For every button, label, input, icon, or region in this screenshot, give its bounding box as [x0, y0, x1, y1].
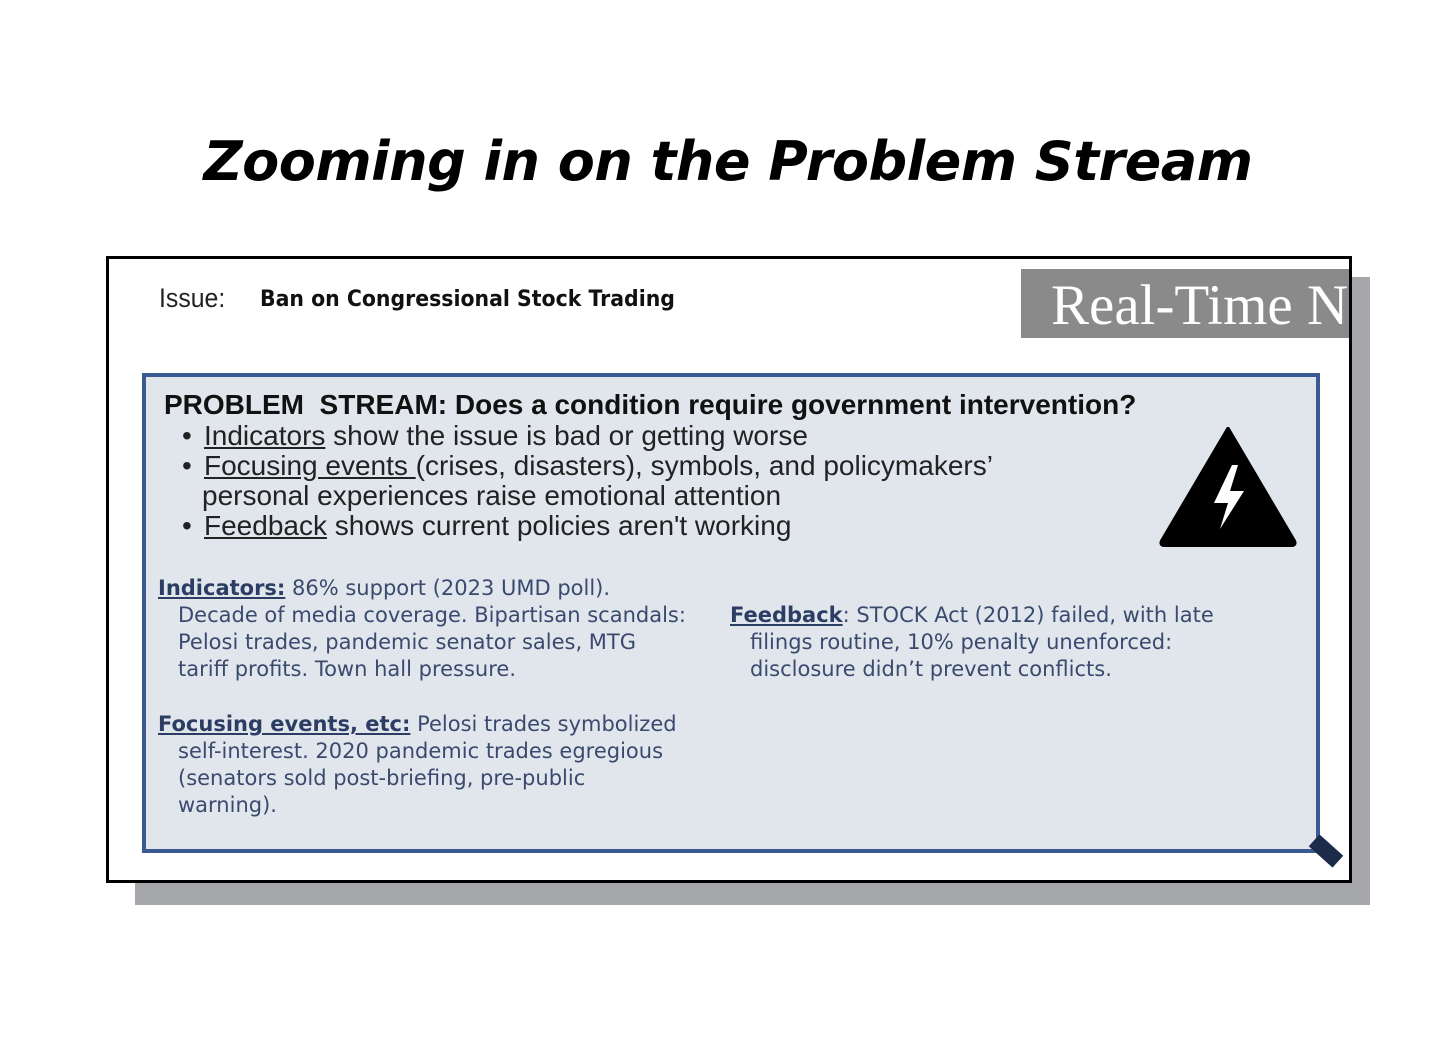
focusing-line: (senators sold post-briefing, pre-public — [178, 766, 586, 790]
bullet-item — [182, 451, 1142, 481]
bullet-text: personal experiences raise emotional attention — [202, 480, 782, 511]
problem-stream-bullets — [182, 421, 1142, 541]
feedback-detail — [730, 602, 1214, 683]
focusing-detail — [158, 711, 677, 819]
bullet-text: (crises, disasters), symbols, and policymakers’ — [415, 450, 993, 481]
bullet-item — [182, 421, 1142, 451]
focusing-line: warning). — [178, 793, 277, 817]
real-time-banner — [1021, 269, 1352, 338]
indicators-detail — [158, 575, 686, 683]
indicators-line: Pelosi trades, pandemic senator sales, MTG — [178, 630, 637, 654]
problem-stream-heading: PROBLEM STREAM: Does a condition require government intervention? — [164, 389, 1137, 420]
bullet-term: Feedback — [204, 510, 327, 541]
focusing-first-line: Pelosi trades symbolized — [410, 712, 677, 736]
issue-value: Ban on Congressional Stock Trading — [260, 287, 675, 312]
bullet-text: show the issue is bad or getting worse — [325, 420, 808, 451]
bullet-term: Indicators — [204, 420, 326, 451]
feedback-line: disclosure didn’t prevent conflicts. — [750, 657, 1112, 681]
focusing-label: Focusing events, etc: — [158, 712, 411, 736]
feedback-first-line: : STOCK Act (2012) failed, with late — [842, 603, 1214, 627]
high-voltage-warning-icon — [1158, 425, 1298, 547]
bullet-term: Focusing events — [204, 450, 416, 481]
issue-label: Issue: — [159, 283, 226, 313]
bullet-dot: • — [182, 450, 192, 481]
indicators-line: Decade of media coverage. Bipartisan scandals: — [178, 603, 686, 627]
feedback-line: filings routine, 10% penalty unenforced: — [750, 630, 1173, 654]
slide-frame — [106, 256, 1352, 883]
bullet-text: shows current policies aren't working — [326, 510, 792, 541]
indicators-label: Indicators: — [158, 576, 286, 600]
bullet-dot: • — [182, 510, 192, 541]
focusing-line: self-interest. 2020 pandemic trades egregious — [178, 739, 664, 763]
indicators-line: tariff profits. Town hall pressure. — [178, 657, 516, 681]
problem-stream-box — [142, 373, 1320, 853]
bullet-continuation — [182, 481, 1142, 511]
bullet-item — [182, 511, 1142, 541]
feedback-label: Feedback — [730, 603, 843, 627]
indicators-first-line: 86% support (2023 UMD poll). — [285, 576, 611, 600]
real-time-banner-text: Real-Time N — [1051, 274, 1349, 337]
page-title: Zooming in on the Problem Stream — [203, 130, 1253, 193]
bullet-dot: • — [182, 420, 192, 451]
